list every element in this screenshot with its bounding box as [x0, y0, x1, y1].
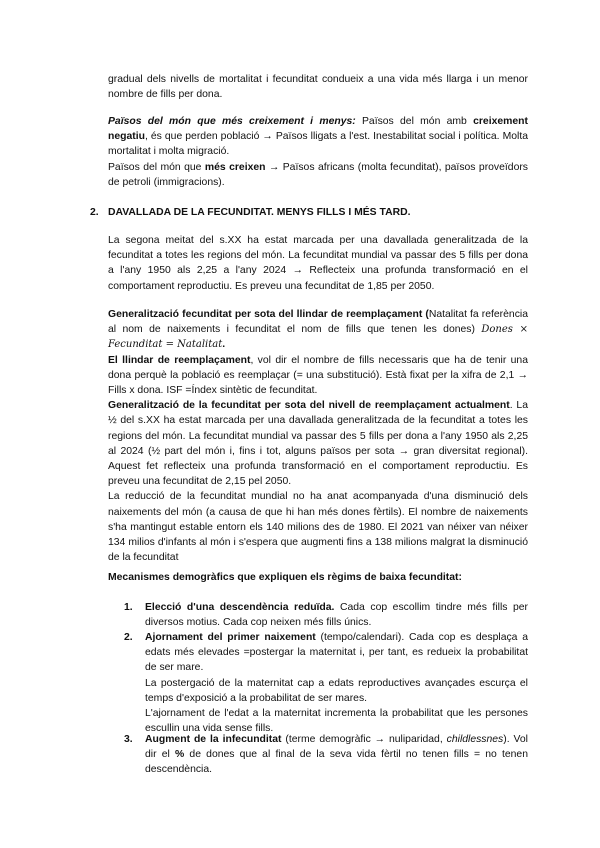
list-item-1: Elecció d'una descendència reduïda. Cada cop escollim tindre més fills per diversos motius. Cada cop neixen més fills únics.	[145, 602, 529, 629]
segona-meitat-paragraph: La segona meitat del s.XX ha estat marcada per una davallada generalitzada de la fecunditat a totes les regions del món. La fecunditat mundial va passar des 5 fills per dona a l'any 1950 als 2,25 a l'any 2024 → Reflecteix una profunda transformació en el comportament reproductiu. Es preveu una fecunditat de 1,85 per 2050.	[108, 235, 528, 292]
list-number-2: 2.	[124, 632, 133, 643]
list-number-1: 1.	[124, 602, 133, 613]
generalitzacio-llindar-paragraph: Generalització fecunditat per sota del llindar de reemplaçament (Natalitat fa referència al nom de naixements i fecunditat el nom de fills que tenen les dones) Dones × Fecunditat = Natalitat. El llindar de reemplaçament, vol dir el nombre de fills necessaris que ha de tenir una dona perquè la població es reemplaçar (= una substitució). Està fixat per la xifra de 2,1 → Fills x dona. ISF =Índex sintètic de fecunditat. Generalització de la fecunditat per sota del nivell de reemplaçament actualment. La ½ del s.XX ha estat marcada per una davallada generalitzada de la fecunditat a totes les regions del món. La fecunditat mundial va passar des 5 fills per dona a l'any 1950 als 2,25 al 2024 (½ part del món i, fins i tot, alguns països per sota → gran diversitat regional). Aquest fet reflecteix una profunda transformació en el comportament reproductiu. Es preveu una fecunditat de 2,15 pel 2050. La reducció de la fecunditat mundial no ha anat acompanyada d'una disminució dels naixements del món (a causa de que hi han més dones fèrtils). El nombre de naixements s'ha mantingut estable entorn els 140 milions des de 1980. El 2021 van néixer van néixer 134 milios d'infants al món i s'espera que augmenti fins a 138 milions malgrat la disminució de la fecunditat	[108, 309, 529, 564]
list-number-3: 3.	[124, 734, 133, 745]
intro-paragraph: gradual dels nivells de mortalitat i fecunditat condueix a una vida més llarga i un menor nombre de fills per dona.	[108, 74, 528, 101]
list-item-3: Augment de la infecunditat (terme demogràfic → nuliparidad, childlessnes). Vol dir el % de dones que al final de la seva vida fèrtil no tenen fills = no tenen descendència.	[145, 734, 528, 776]
mecanismes-heading: Mecanismes demogràfics que expliquen els règims de baixa fecunditat:	[108, 572, 462, 583]
list-item-2: Ajornament del primer naixement (tempo/calendari). Cada cop es desplaça a edats més elevades =postergar la maternitat i, per tant, es redueix la probabilitat de ser mare. La postergació de la maternitat cap a edats reproductives avançades escurça el temps d'exposició a la probabilitat de ser mares. L'ajornament de l'edat a la maternitat incrementa la probabilitat que les persones escullin una vida sense fills.	[145, 632, 529, 735]
section-heading: 2. DAVALLADA DE LA FECUNDITAT. MENYS FILLS I MÉS TARD.	[90, 207, 411, 218]
paisos-title: Països del món que més creixement i menys:	[108, 116, 356, 127]
paisos-paragraph: Països del món que més creixement i menys: Països del món amb creixement negatiu, és que perden població → Països lligats a l'est. Inestabilitat social i política. Molta mortalitat i molta migració. Països del món que més creixen → Països africans (molta fecunditat), països proveïdors de petroli (immigracions).	[108, 116, 529, 188]
natalitat-formula: Dones × Fecunditat = Natalitat	[108, 324, 529, 351]
